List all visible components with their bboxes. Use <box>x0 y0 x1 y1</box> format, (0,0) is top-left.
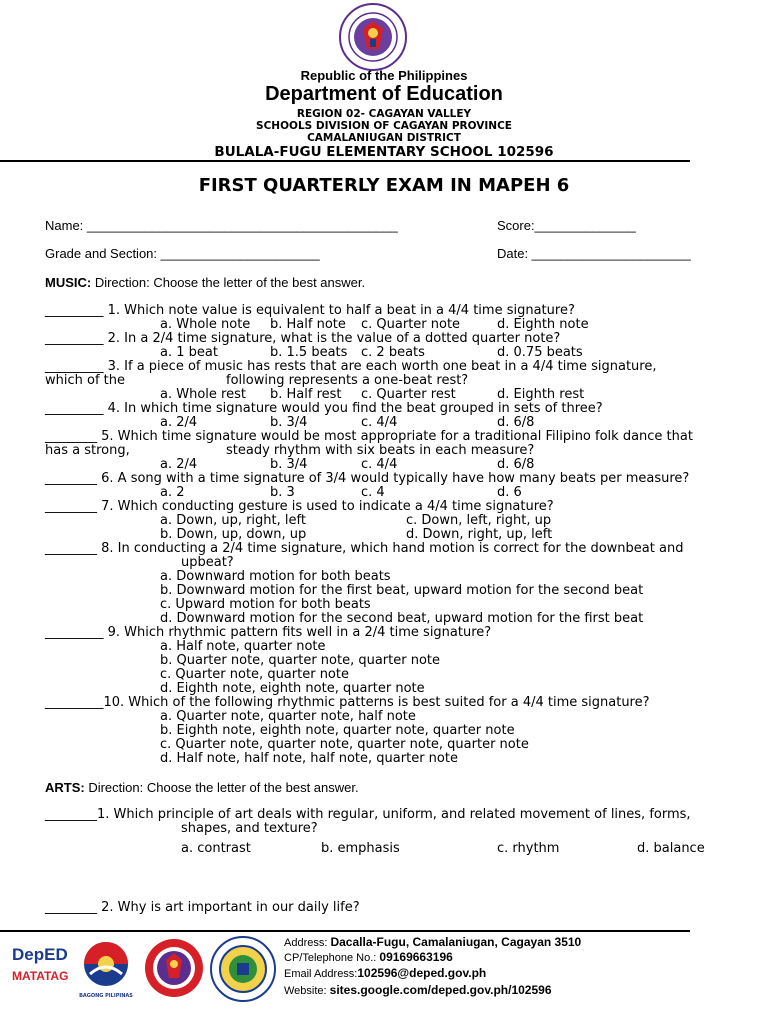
music-q3-continuation-a: which of the <box>45 373 125 388</box>
footer-email-value[interactable]: 102596@deped.gov.ph <box>357 966 487 980</box>
arts-q1: ________1. Which principle of art deals with regular, uniform, and related movement of lines, forms, <box>45 807 691 822</box>
arts-q1-option-c: c. rhythm <box>497 841 560 856</box>
footer-email-label: Email Address: <box>284 968 358 980</box>
score-field: Score:______________ <box>497 218 636 233</box>
music-q9: _________ 9. Which rhythmic pattern fits well in a 2/4 time signature? <box>45 625 492 640</box>
republic-heading: Republic of the Philippines <box>300 68 468 83</box>
music-q10-option-d: d. Half note, half note, half note, quarter note <box>160 751 458 766</box>
music-q6-option-b: b. 3 <box>270 485 295 500</box>
arts-direction <box>45 781 359 795</box>
music-q5-option-b: b. 3/4 <box>270 457 308 472</box>
music-q5-continuation-b: steady rhythm with six beats in each measure? <box>226 443 535 458</box>
arts-q2: ________ 2. Why is art important in our daily life? <box>45 900 360 915</box>
music-q8-option-c: c. Upward motion for both beats <box>160 597 371 612</box>
school-heading: BULALA-FUGU ELEMENTARY SCHOOL 102596 <box>214 144 554 160</box>
music-q6-option-c: c. 4 <box>361 485 385 500</box>
music-q3: _________ 3. If a piece of music has rests that are each worth one beat in a 4/4 time signature, <box>45 359 657 374</box>
music-q1-option-a: a. Whole note <box>160 317 251 332</box>
deped-matatag-logo <box>12 945 74 995</box>
music-direction <box>45 276 365 290</box>
music-q5-option-c: c. 4/4 <box>361 457 398 472</box>
matatag-logo-text: MATATAG <box>12 969 69 983</box>
music-q7-option-c: c. Down, left, right, up <box>406 513 552 528</box>
music-q2: _________ 2. In a 2/4 time signature, what is the value of a dotted quarter note? <box>45 331 561 346</box>
music-q5: ________ 5. Which time signature would be most appropriate for a traditional Filipino folk dance that <box>45 429 693 444</box>
music-q5-continuation-a: has a strong, <box>45 443 130 458</box>
arts-direction-text: Direction: Choose the letter of the best answer. <box>84 780 359 795</box>
arts-q1-option-a: a. contrast <box>181 841 251 856</box>
division-seal-logo <box>144 938 204 998</box>
music-q9-option-a: a. Half note, quarter note <box>160 639 326 654</box>
music-q7: ________ 7. Which conducting gesture is used to indicate a 4/4 time signature? <box>45 499 554 514</box>
school-seal-logo <box>210 936 276 1002</box>
music-q4-option-b: b. 3/4 <box>270 415 308 430</box>
exam-title: FIRST QUARTERLY EXAM IN MAPEH 6 <box>198 175 570 196</box>
music-q10-option-a: a. Quarter note, quarter note, half note <box>160 709 416 724</box>
deped-logo-text: DepED <box>12 945 68 964</box>
district-heading: CAMALANIUGAN DISTRICT <box>307 132 461 144</box>
header-divider <box>0 160 690 162</box>
music-q1-option-c: c. Quarter note <box>361 317 461 332</box>
music-q4-option-d: d. 6/8 <box>497 415 535 430</box>
music-direction-text: Direction: Choose the letter of the best answer. <box>91 275 366 290</box>
footer-phone-label: CP/Telephone No.: <box>284 952 380 964</box>
music-q10-option-c: c. Quarter note, quarter note, quarter note, quarter note <box>160 737 529 752</box>
bagong-pilipinas-logo <box>76 940 136 994</box>
music-q9-option-d: d. Eighth note, eighth note, quarter note <box>160 681 425 696</box>
footer-phone-value: 09169663196 <box>379 950 453 964</box>
music-q8: ________ 8. In conducting a 2/4 time signature, which hand motion is correct for the downbeat and <box>45 541 684 556</box>
music-q8-option-b: b. Downward motion for the first beat, upward motion for the second beat <box>160 583 644 598</box>
music-q2-option-a: a. 1 beat <box>160 345 218 360</box>
footer-address-value: Dacalla-Fugu, Camalaniugan, Cagayan 3510 <box>330 935 582 949</box>
region-heading: REGION 02- CAGAYAN VALLEY <box>296 108 472 120</box>
music-q1: _________ 1. Which note value is equivalent to half a beat in a 4/4 time signature? <box>45 303 575 318</box>
music-q3-option-a: a. Whole rest <box>160 387 246 402</box>
music-q5-option-a: a. 2/4 <box>160 457 198 472</box>
music-q3-option-b: b. Half rest <box>270 387 342 402</box>
footer-divider <box>0 930 690 932</box>
footer-email <box>284 966 486 980</box>
music-q3-option-d: d. Eighth rest <box>497 387 585 402</box>
music-q2-option-d: d. 0.75 beats <box>497 345 583 360</box>
bagong-pilipinas-text: BAGONG PILIPINAS <box>79 993 133 999</box>
music-q5-option-d: d. 6/8 <box>497 457 535 472</box>
music-q7-option-b: b. Down, up, down, up <box>160 527 307 542</box>
music-q9-option-b: b. Quarter note, quarter note, quarter note <box>160 653 441 668</box>
footer-address <box>284 935 581 949</box>
music-q6-option-d: d. 6 <box>497 485 522 500</box>
music-q4-option-a: a. 2/4 <box>160 415 198 430</box>
music-q3-continuation-b: following represents a one-beat rest? <box>226 373 469 388</box>
music-q2-option-c: c. 2 beats <box>361 345 425 360</box>
department-heading: Department of Education <box>265 83 503 105</box>
music-q7-option-a: a. Down, up, right, left <box>160 513 306 528</box>
music-q1-option-d: d. Eighth note <box>497 317 589 332</box>
date-field: Date: ______________________ <box>497 246 691 261</box>
name-field: Name: ___________________________________________ <box>45 218 398 233</box>
music-q6-option-a: a. 2 <box>160 485 185 500</box>
music-q7-option-d: d. Down, right, up, left <box>406 527 553 542</box>
footer-phone <box>284 950 453 964</box>
deped-seal-logo <box>339 3 407 71</box>
arts-label: ARTS: <box>45 780 85 795</box>
music-q6: ________ 6. A song with a time signature of 3/4 would typically have how many beats per measure? <box>45 471 690 486</box>
footer-website-label: Website: <box>284 985 330 997</box>
music-q2-option-b: b. 1.5 beats <box>270 345 348 360</box>
music-q3-option-c: c. Quarter rest <box>361 387 456 402</box>
footer-address-label: Address: <box>284 937 331 949</box>
music-q4: _________ 4. In which time signature would you find the beat grouped in sets of three? <box>45 401 603 416</box>
footer-website <box>284 983 552 997</box>
division-heading: SCHOOLS DIVISION OF CAGAYAN PROVINCE <box>256 120 512 132</box>
music-q9-option-c: c. Quarter note, quarter note <box>160 667 349 682</box>
arts-q1-continuation: shapes, and texture? <box>181 821 318 836</box>
music-q4-option-c: c. 4/4 <box>361 415 398 430</box>
grade-section-field: Grade and Section: ______________________ <box>45 246 320 261</box>
music-q10: _________10. Which of the following rhythmic patterns is best suited for a 4/4 time signature? <box>45 695 650 710</box>
music-q8-continuation: upbeat? <box>181 555 234 570</box>
footer-website-link[interactable]: sites.google.com/deped.gov.ph/102596 <box>329 983 552 997</box>
music-q8-option-d: d. Downward motion for the second beat, upward motion for the first beat <box>160 611 644 626</box>
music-label: MUSIC: <box>45 275 92 290</box>
arts-q1-option-b: b. emphasis <box>321 841 400 856</box>
arts-q1-option-d: d. balance <box>637 841 705 856</box>
music-q8-option-a: a. Downward motion for both beats <box>160 569 391 584</box>
music-q1-option-b: b. Half note <box>270 317 346 332</box>
music-q10-option-b: b. Eighth note, eighth note, quarter note, quarter note <box>160 723 515 738</box>
